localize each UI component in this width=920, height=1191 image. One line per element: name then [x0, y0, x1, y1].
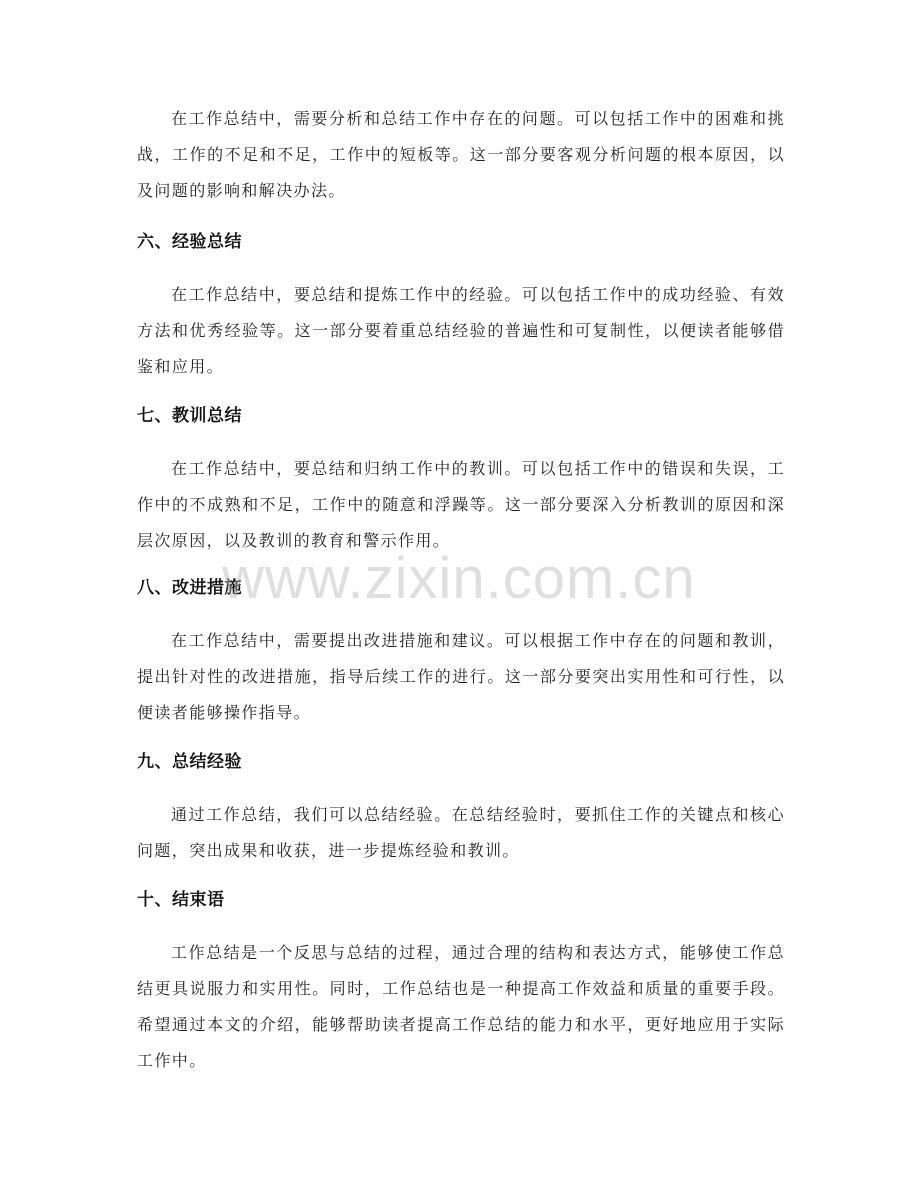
section-heading-summary: 九、总结经验 — [137, 752, 242, 772]
section-body-summary: 通过工作总结，我们可以总结经验。在总结经验时，要抓住工作的关键点和核心问题，突出成果和收获，进一步提炼经验和教训。 — [137, 805, 785, 860]
section-heading-lessons: 七、教训总结 — [137, 406, 242, 426]
section-heading-experience: 六、经验总结 — [137, 232, 242, 252]
section-body-conclusion: 工作总结是一个反思与总结的过程，通过合理的结构和表达方式，能够使工作总结更具说服力和实用性。同时，工作总结也是一种提高工作效益和质量的重要手段。希望通过本文的介绍，能够帮助读者提高工作总结的能力和水平，更好地应用于实际工作中。 — [137, 943, 785, 1070]
section-body-lessons: 在工作总结中，要总结和归纳工作中的教训。可以包括工作中的错误和失误，工作中的不成熟和不足，工作中的随意和浮躁等。这一部分要深入分析教训的原因和深层次原因，以及教训的教育和警示作用。 — [137, 459, 785, 550]
section-heading-conclusion: 十、结束语 — [137, 890, 225, 910]
section-heading-improvements: 八、改进措施 — [137, 578, 242, 598]
watermark: www.zixin.com.cn — [222, 546, 696, 611]
paragraph-problems: 在工作总结中，需要分析和总结工作中存在的问题。可以包括工作中的困难和挑战，工作的不足和不足，工作中的短板等。这一部分要客观分析问题的根本原因，以及问题的影响和解决办法。 — [137, 109, 785, 200]
section-body-improvements: 在工作总结中，需要提出改进措施和建议。可以根据工作中存在的问题和教训，提出针对性的改进措施，指导后续工作的进行。这一部分要突出实用性和可行性，以便读者能够操作指导。 — [137, 631, 785, 722]
section-body-experience: 在工作总结中，要总结和提炼工作中的经验。可以包括工作中的成功经验、有效方法和优秀经验等。这一部分要着重总结经验的普遍性和可复制性，以便读者能够借鉴和应用。 — [137, 285, 785, 376]
